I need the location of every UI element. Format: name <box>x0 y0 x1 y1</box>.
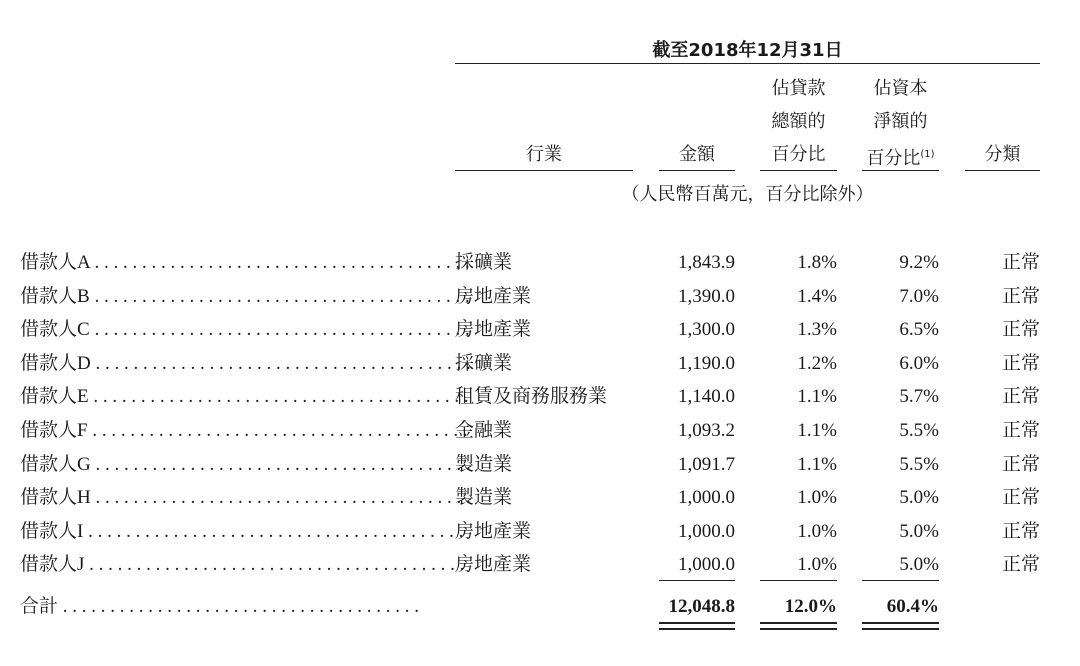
col-header-pct-capital <box>862 72 939 175</box>
col-header-pct-capital-line3-text: 百分比 <box>866 148 921 169</box>
pct-loans-subtotal-rule <box>760 580 837 581</box>
leader-dots: . . . . . . . . . . . . . . . . . . . . . . . . . . . . . . . . . . . . . . . . <box>90 487 471 508</box>
class-cell: 正常 <box>1001 554 1040 575</box>
pct-capital-cell: 5.5% <box>899 420 939 441</box>
industry-cell: 房地產業 <box>455 286 532 307</box>
col-header-industry: 行業 <box>526 144 562 165</box>
pct-capital-cell: 5.0% <box>899 487 939 508</box>
pct-capital-cell: 5.0% <box>899 521 939 542</box>
industry-cell: 製造業 <box>455 454 513 475</box>
leader-dots: . . . . . . . . . . . . . . . . . . . . . . . . . . . . . . . . . . . . . . . . <box>89 319 470 340</box>
total-pct-capital: 60.4% <box>886 596 939 617</box>
amount-cell: 1,140.0 <box>678 386 735 407</box>
period-heading: 截至2018年12月31日 <box>652 40 843 61</box>
amount-cell: 1,000.0 <box>678 521 735 542</box>
total-amount: 12,048.8 <box>668 596 735 617</box>
pct-loans-total-double-rule <box>760 622 837 630</box>
pct-capital-cell: 6.0% <box>899 353 939 374</box>
pct-loans-cell: 1.1% <box>797 420 837 441</box>
pct-capital-total-double-rule <box>862 622 939 630</box>
pct-loans-cell: 1.3% <box>797 319 837 340</box>
col-header-pct-loans <box>760 72 837 171</box>
pct-loans-cell: 1.4% <box>797 286 837 307</box>
amount-cell: 1,091.7 <box>678 454 735 475</box>
amount-cell: 1,843.9 <box>678 252 735 273</box>
pct-capital-cell: 5.5% <box>899 454 939 475</box>
table-row-label <box>20 414 468 447</box>
borrower-name: 借款人D <box>20 353 91 374</box>
col-header-pct-loans-line2: 總額的 <box>771 111 826 132</box>
leader-dots: . . . . . . . . . . . . . . . . . . . . . . . . . . . . . . . . . . . . . . . . <box>90 353 471 374</box>
pct-loans-cell: 1.1% <box>797 454 837 475</box>
total-row-label <box>20 590 430 623</box>
pct-loans-cell: 1.1% <box>797 386 837 407</box>
borrower-name: 借款人F <box>20 420 88 441</box>
units-note: （人民幣百萬元，百分比除外） <box>621 184 874 205</box>
col-header-industry-rule <box>455 170 633 171</box>
amount-cell: 1,190.0 <box>678 353 735 374</box>
col-header-pct-capital-line2: 淨額的 <box>873 111 928 132</box>
col-header-class-rule <box>965 170 1040 171</box>
industry-cell: 金融業 <box>455 420 513 441</box>
col-header-pct-capital-rule <box>862 170 939 171</box>
amount-cell: 1,300.0 <box>678 319 735 340</box>
table-row-label <box>20 313 470 346</box>
pct-loans-cell: 1.8% <box>797 252 837 273</box>
col-header-pct-loans-line3: 百分比 <box>771 144 826 165</box>
table-row-label <box>20 481 471 514</box>
class-cell: 正常 <box>1001 487 1040 508</box>
footnote-marker: (1) <box>920 149 935 160</box>
industry-cell: 租賃及商務服務業 <box>455 386 608 407</box>
col-header-pct-capital-line1: 佔資本 <box>873 78 928 99</box>
class-cell: 正常 <box>1001 319 1040 340</box>
total-pct-loans: 12.0% <box>784 596 837 617</box>
industry-cell: 房地產業 <box>455 319 532 340</box>
borrower-name: 借款人G <box>20 454 91 475</box>
amount-cell: 1,093.2 <box>678 420 735 441</box>
amount-total-double-rule <box>659 622 735 630</box>
col-header-class: 分類 <box>984 144 1021 165</box>
borrower-name: 借款人A <box>20 252 90 273</box>
industry-cell: 房地產業 <box>455 521 532 542</box>
borrower-name: 借款人J <box>20 554 85 575</box>
col-header-pct-loans-rule <box>760 170 837 171</box>
amount-subtotal-rule <box>659 580 735 581</box>
table-row-label <box>20 347 471 380</box>
leader-dots: . . . . . . . . . . . . . . . . . . . . . . . . . . . . . . . . . . . . . . . . <box>88 386 469 407</box>
amount-cell: 1,390.0 <box>678 286 735 307</box>
borrower-name: 借款人H <box>20 487 91 508</box>
class-cell: 正常 <box>1001 286 1040 307</box>
leader-dots: . . . . . . . . . . . . . . . . . . . . . . . . . . . . . . . . . . . . . . <box>58 596 420 617</box>
amount-cell: 1,000.0 <box>678 554 735 575</box>
col-header-amount-rule <box>659 170 735 171</box>
class-cell: 正常 <box>1001 420 1040 441</box>
industry-cell: 房地產業 <box>455 554 532 575</box>
pct-capital-cell: 6.5% <box>899 319 939 340</box>
leader-dots: . . . . . . . . . . . . . . . . . . . . . . . . . . . . . . . . . . . . . . . . <box>83 521 464 542</box>
amount-cell: 1,000.0 <box>678 487 735 508</box>
class-cell: 正常 <box>1001 454 1040 475</box>
borrower-name: 借款人I <box>20 521 84 542</box>
leader-dots: . . . . . . . . . . . . . . . . . . . . . . . . . . . . . . . . . . . . . . . . <box>89 252 470 273</box>
pct-loans-cell: 1.0% <box>797 554 837 575</box>
leader-dots: . . . . . . . . . . . . . . . . . . . . . . . . . . . . . . . . . . . . . . . . <box>89 286 470 307</box>
pct-loans-cell: 1.0% <box>797 521 837 542</box>
pct-capital-cell: 7.0% <box>899 286 939 307</box>
industry-cell: 採礦業 <box>455 353 513 374</box>
class-cell: 正常 <box>1001 521 1040 542</box>
col-header-amount: 金額 <box>679 144 715 165</box>
leader-dots: . . . . . . . . . . . . . . . . . . . . . . . . . . . . . . . . . . . . . . . . <box>84 554 465 575</box>
class-cell: 正常 <box>1001 386 1040 407</box>
pct-capital-cell: 9.2% <box>899 252 939 273</box>
industry-cell: 採礦業 <box>455 252 513 273</box>
leader-dots: . . . . . . . . . . . . . . . . . . . . . . . . . . . . . . . . . . . . . . . . <box>90 454 471 475</box>
pct-capital-cell: 5.0% <box>899 554 939 575</box>
col-header-pct-loans-line1: 佔貸款 <box>771 78 826 99</box>
table-row-label <box>20 280 470 313</box>
pct-capital-subtotal-rule <box>862 580 939 581</box>
table-row-label <box>20 515 464 548</box>
borrower-name: 借款人E <box>20 386 89 407</box>
class-cell: 正常 <box>1001 252 1040 273</box>
total-label: 合計 <box>20 595 59 617</box>
borrower-name: 借款人C <box>20 319 90 340</box>
pct-loans-cell: 1.2% <box>797 353 837 374</box>
table-row-label <box>20 380 469 413</box>
leader-dots: . . . . . . . . . . . . . . . . . . . . . . . . . . . . . . . . . . . . . . . . <box>87 420 468 441</box>
period-rule <box>455 63 1040 64</box>
pct-loans-cell: 1.0% <box>797 487 837 508</box>
industry-cell: 製造業 <box>455 487 513 508</box>
table-row-label <box>20 548 465 581</box>
table-row-label <box>20 246 470 279</box>
class-cell: 正常 <box>1001 353 1040 374</box>
pct-capital-cell: 5.7% <box>899 386 939 407</box>
table-row-label <box>20 448 471 481</box>
borrower-name: 借款人B <box>20 286 90 307</box>
